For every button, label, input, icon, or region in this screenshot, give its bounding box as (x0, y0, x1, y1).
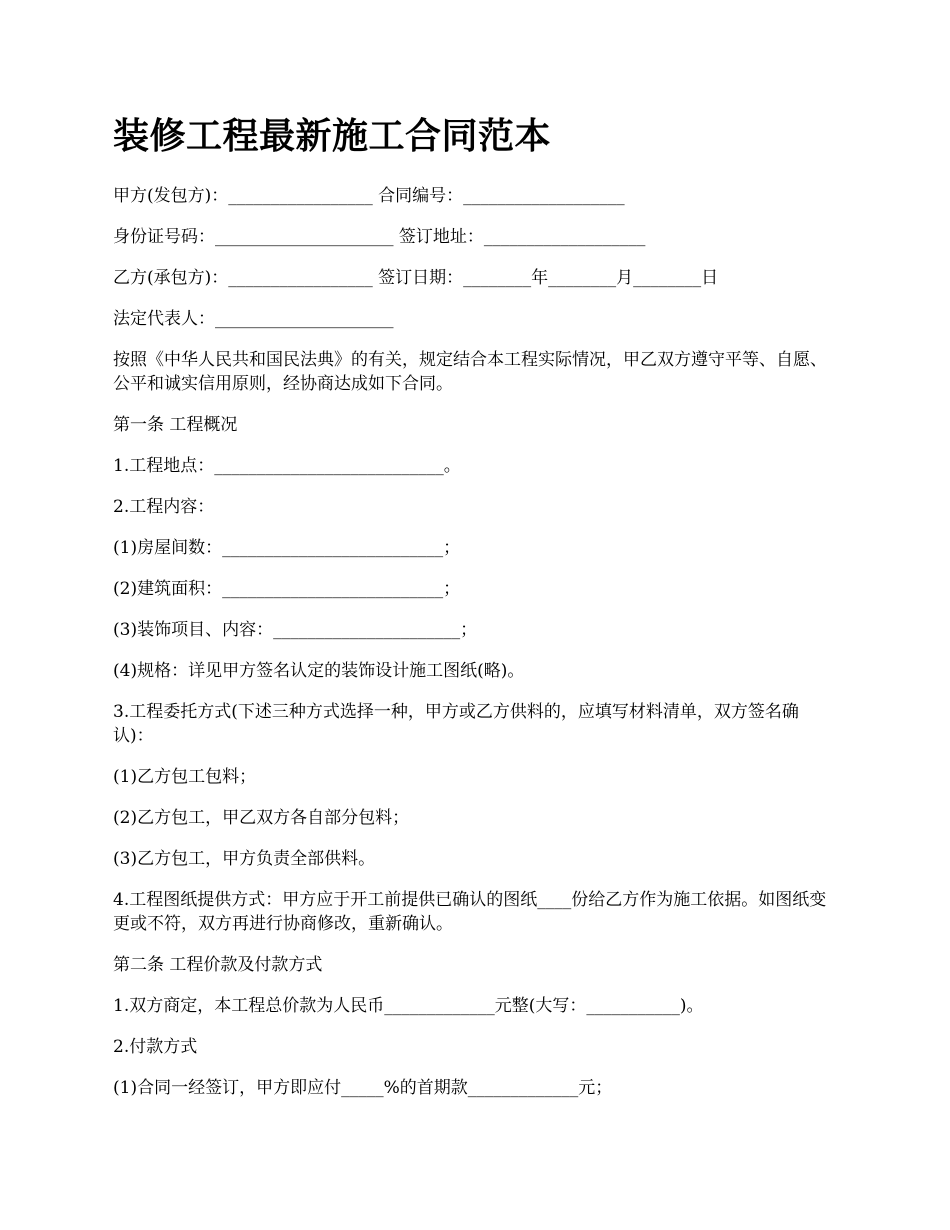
commission-option-1: (1)乙方包工包料； (113, 767, 257, 787)
payment-method-heading: 2.付款方式 (113, 1037, 198, 1057)
building-area-line: (2)建筑面积：__________________________； (113, 579, 461, 599)
drawings-paragraph: 4.工程图纸提供方式：甲方应于开工前提供已确认的图纸____份给乙方作为施工依据。如图纸变更或不符，双方再进行协商修改，重新确认。 (113, 890, 827, 934)
commission-option-3: (3)乙方包工，甲方负责全部供料。 (113, 849, 376, 869)
commission-option-2: (2)乙方包工，甲乙双方各自部分包料； (113, 808, 410, 828)
party-b-line: 乙方(承包方)：_________________ 签订日期：________年________月________日 (113, 268, 719, 288)
party-a-line: 甲方(发包方)：_________________ 合同编号：___________________ (113, 186, 625, 206)
project-content-heading: 2.工程内容： (113, 497, 215, 517)
legal-representative-line: 法定代表人：_____________________ (113, 309, 394, 329)
document-title: 装修工程最新施工合同范本 (113, 116, 552, 157)
room-count-line: (1)房屋间数：__________________________； (113, 538, 461, 558)
article-2-heading: 第二条 工程价款及付款方式 (113, 955, 323, 975)
total-price-line: 1.双方商定，本工程总价款为人民币_____________元整(大写：___________)。 (113, 996, 704, 1016)
commission-method-paragraph: 3.工程委托方式(下述三种方式选择一种，甲方或乙方供料的，应填写材料清单，双方签名确认)： (113, 702, 799, 746)
decoration-items-line: (3)装饰项目、内容：______________________； (113, 620, 478, 640)
specification-line: (4)规格：详见甲方签名认定的装饰设计施工图纸(略)。 (113, 661, 525, 681)
id-number-line: 身份证号码：_____________________ 签订地址：___________________ (113, 227, 646, 247)
project-location-line: 1.工程地点：___________________________。 (113, 456, 461, 476)
first-payment-line: (1)合同一经签订，甲方即应付_____%的首期款_____________元； (113, 1078, 613, 1098)
article-1-heading: 第一条 工程概况 (113, 415, 238, 435)
document-body (113, 112, 838, 1117)
preamble-paragraph: 按照《中华人民共和国民法典》的有关，规定结合本工程实际情况，甲乙双方遵守平等、自愿、公平和诚实信用原则，经协商达成如下合同。 (113, 350, 827, 394)
